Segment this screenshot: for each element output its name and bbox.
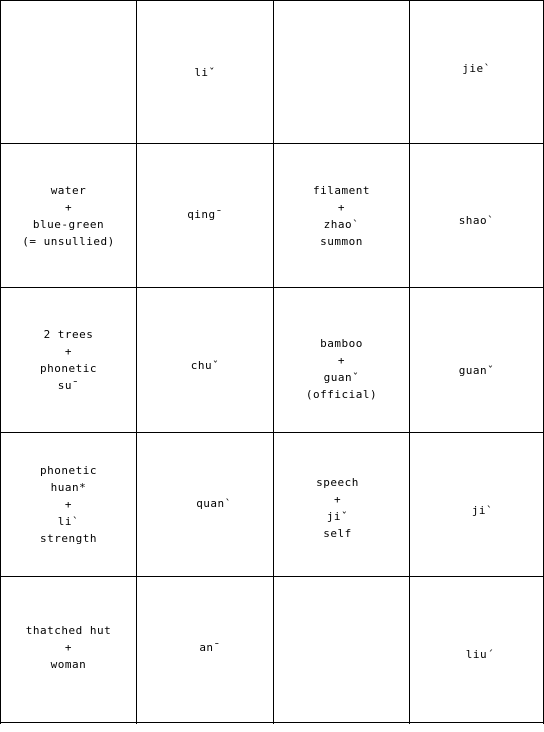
table-cell (274, 577, 409, 722)
table-cell: qing¯ (187, 207, 223, 221)
table-cell: shao` (458, 213, 495, 227)
table-cell: 2 trees + phonetic su¯ (40, 328, 97, 392)
table-cell: guanˇ (458, 363, 495, 377)
table-cell: jie` (462, 61, 491, 75)
table-cell: speech + jiˇ self (316, 475, 359, 540)
table-cell: an¯ (199, 640, 221, 654)
table-cell: thatched hut + woman (25, 623, 112, 671)
table-cell: filament + zhao` summon (313, 183, 370, 248)
table-cell: quan` (196, 496, 232, 510)
table-cell: chuˇ (190, 358, 220, 372)
table-cell: liˇ (194, 65, 216, 79)
table-cell: bamboo + guanˇ (official) (305, 337, 378, 401)
table-cell (1, 1, 136, 143)
table-cell (274, 1, 409, 143)
table-cell: ji` (471, 503, 494, 517)
table-cell: water + blue-green (= unsullied) (22, 183, 115, 248)
table-cell: liu´ (465, 648, 495, 661)
table-cell: phonetic huan* + li` strength (40, 464, 97, 545)
